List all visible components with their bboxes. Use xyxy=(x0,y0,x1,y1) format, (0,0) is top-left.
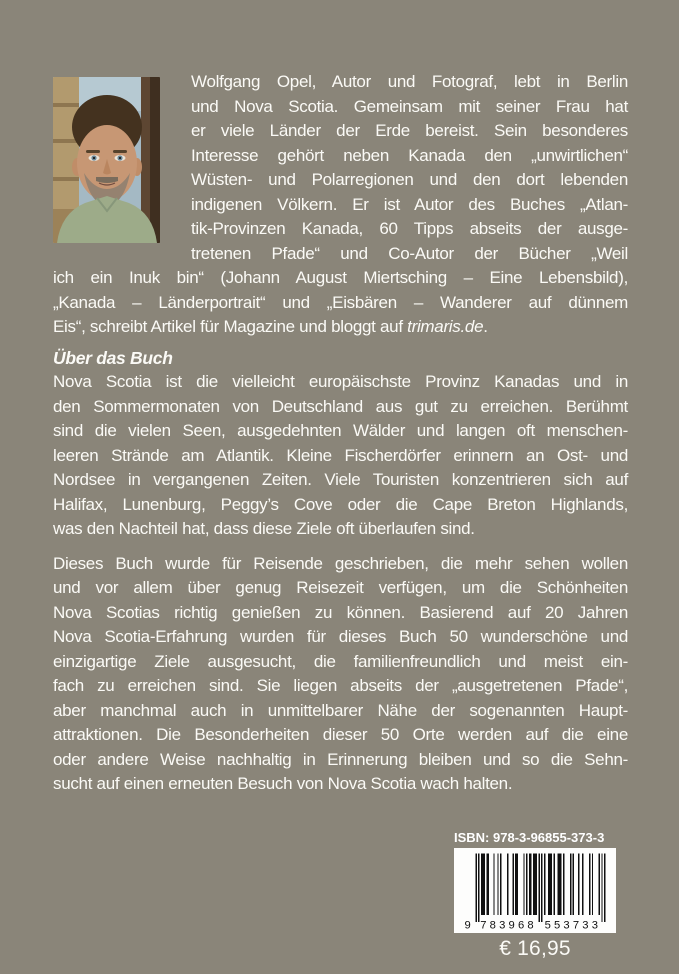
text-line: den Sommermonaten von Deutschland aus gut zu erreichen. Berühmt xyxy=(53,396,628,416)
barcode-image xyxy=(458,852,612,930)
about-paragraph-1 xyxy=(53,370,628,542)
text-line: Dieses Buch wurde für Reisende geschrieben, die mehr sehen wollen xyxy=(53,553,628,573)
text-line: indigenen Völkern. Er ist Autor des Buches „Atlan- xyxy=(191,194,628,214)
text-line: attraktionen. Die Besonderheiten dieser 50 Orte werden auf die eine xyxy=(53,725,628,744)
author-photo xyxy=(53,77,160,243)
svg-text:783968: 783968 xyxy=(480,919,534,930)
text-line: sucht auf einen erneuten Besuch von Nova Scotia wach halten. xyxy=(53,774,513,793)
text-line: leeren Strände am Atlantik. Kleine Fischerdörfer erinnern an Ost- und xyxy=(53,445,628,465)
barcode xyxy=(454,848,616,933)
text-line: tretenen Pfade“ und Co-Autor der Bücher „Weil xyxy=(191,243,628,263)
isbn-label: ISBN: 978-3-96855-373-3 xyxy=(454,830,605,845)
text-line: Halifax, Lunenburg, Peggy’s Cove oder die Cape Breton Highlands, xyxy=(53,494,628,514)
isbn-block xyxy=(454,829,616,961)
author-bio xyxy=(53,70,628,340)
text-line: Wolfgang Opel, Autor und Fotograf, lebt in Berlin xyxy=(191,72,628,91)
text-line: fach zu erreichen sind. Sie liegen abseits der „ausgetretenen Pfade“, xyxy=(53,676,628,695)
text-line: Interesse gehört neben Kanada den „unwirtlichen“ xyxy=(191,145,628,165)
about-heading: Über das Buch xyxy=(53,347,173,368)
about-paragraph-2 xyxy=(53,552,628,797)
text-line: ich ein Inuk bin“ (Johann August Miertsching – Eine Lebensbild), xyxy=(53,268,628,287)
text-line: tik-Provinzen Kanada, 60 Tipps abseits der ausge- xyxy=(191,219,628,238)
about-the-book-section xyxy=(53,346,628,797)
text-line: Wüsten- und Polarregionen und den dort lebenden xyxy=(191,170,628,189)
text-line: und Nova Scotia. Gemeinsam mit seiner Frau hat xyxy=(191,96,628,116)
text-line: Nova Scotia ist die vielleicht europäischste Provinz Kanadas und in xyxy=(53,372,628,391)
text-line: aber manchmal auch in unmittelbarer Nähe der sogenannten Haupt- xyxy=(53,700,628,720)
text-line: einzigartige Ziele ausgesucht, die familienfreundlich und meist ein- xyxy=(53,651,628,671)
text-line: und vor allem über genug Reisezeit verfügen, um die Schönheiten xyxy=(53,578,628,597)
text-line: Nova Scotia-Erfahrung wurden für dieses Buch 50 wunderschöne und xyxy=(53,627,628,646)
text-line: sind die vielen Seen, ausgedehnten Wälder und langen oft menschen- xyxy=(53,421,628,440)
text-line: Nordsee in vergangenen Zeiten. Viele Touristen konzentrieren sich auf xyxy=(53,470,628,489)
text-line: oder andere Weise nachhaltig in Erinnerung bleiben und so die Sehn- xyxy=(53,749,628,769)
text-line: Nova Scotias richtig genießen zu können. Basierend auf 20 Jahren xyxy=(53,602,628,622)
svg-text:9: 9 xyxy=(464,919,471,930)
text-line: was den Nachteil hat, dass diese Ziele oft überlaufen sind. xyxy=(53,519,475,538)
price-label: € 16,95 xyxy=(499,937,571,960)
svg-text:553733: 553733 xyxy=(544,919,598,930)
text-line: Eis“, schreibt Artikel für Magazine und bloggt auf trimaris.de. xyxy=(53,317,488,336)
text-line: er viele Länder der Erde bereist. Sein besonderes xyxy=(191,121,628,140)
text-line: „Kanada – Länderportrait“ und „Eisbären – Wanderer auf dünnem xyxy=(53,292,628,312)
